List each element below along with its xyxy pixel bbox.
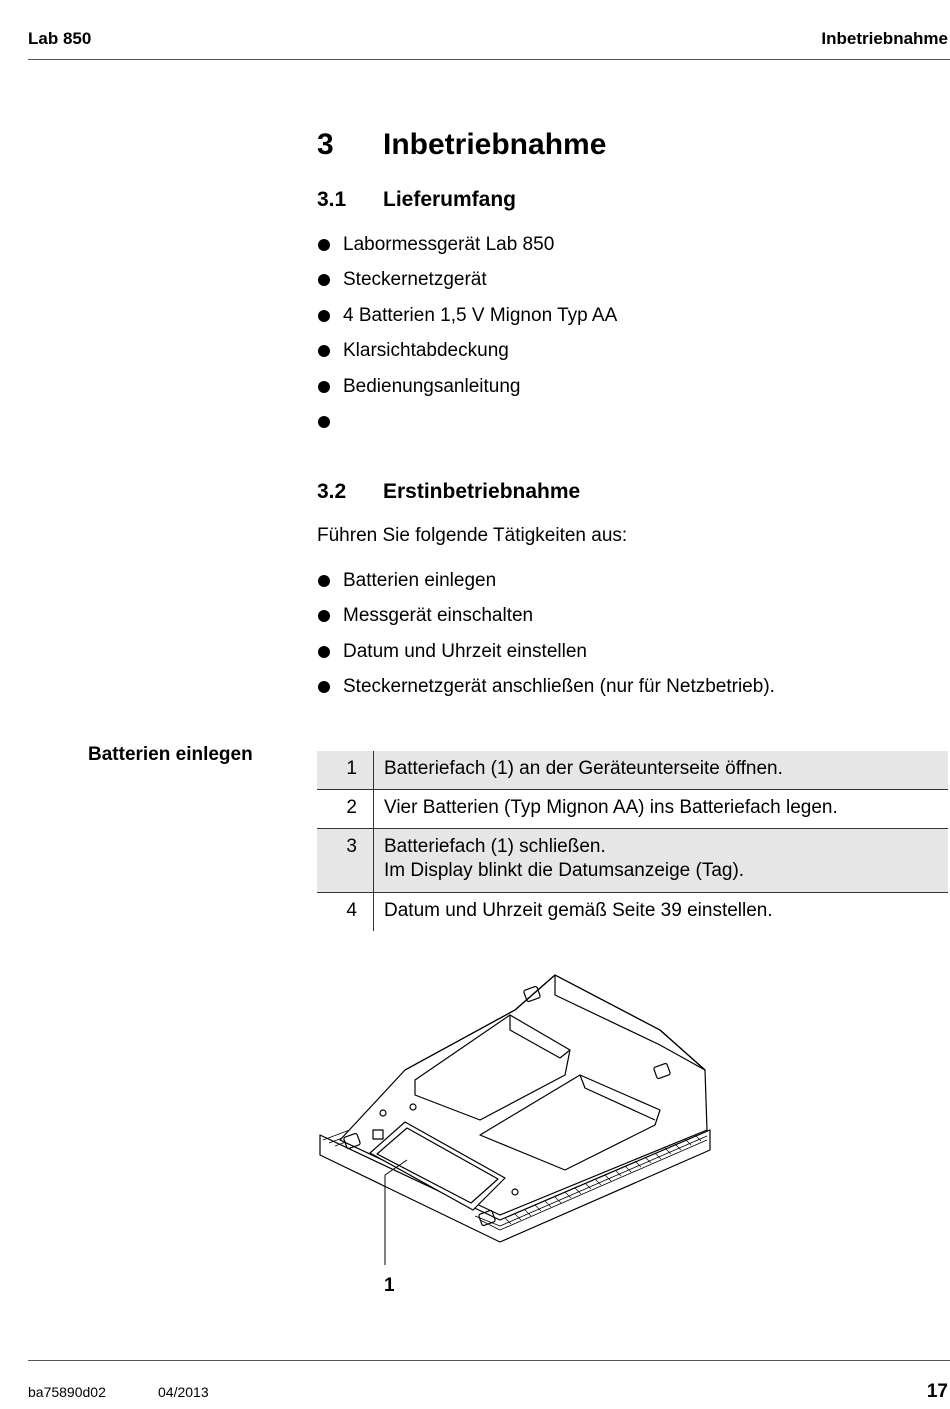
step-text-line: Batteriefach (1) schließen. bbox=[384, 836, 606, 857]
figure-callout-label: 1 bbox=[384, 1275, 395, 1296]
table-row bbox=[317, 829, 948, 893]
list-item bbox=[317, 268, 617, 303]
header-product-name: Lab 850 bbox=[28, 29, 92, 48]
list-item-text: Steckernetzgerät bbox=[343, 269, 487, 291]
header-section-name: Inbetriebnahme bbox=[821, 29, 948, 48]
step-number: 4 bbox=[317, 893, 374, 932]
list-item bbox=[317, 604, 775, 639]
list-item-text: Batterien einlegen bbox=[343, 570, 497, 591]
battery-steps-table bbox=[317, 751, 948, 931]
bullet-icon bbox=[318, 681, 330, 693]
bullet-icon bbox=[318, 646, 330, 658]
step-text bbox=[374, 751, 949, 790]
device-underside-illustration bbox=[315, 970, 715, 1275]
list-item-text: 4 Batterien 1,5 V Mignon Typ AA bbox=[343, 304, 618, 326]
list-item bbox=[317, 640, 775, 675]
table-row bbox=[317, 893, 948, 932]
step-text-line: Batteriefach (1) an der Geräteunterseite öffnen. bbox=[384, 758, 783, 779]
header-rule bbox=[28, 59, 950, 60]
section-intro: Führen Sie folgende Tätigkeiten aus: bbox=[317, 525, 628, 546]
list-item-text: Messgerät einschalten bbox=[343, 605, 534, 627]
step-number: 2 bbox=[317, 790, 374, 829]
section-number: 3.2 bbox=[317, 480, 347, 503]
footer-date: 04/2013 bbox=[158, 1384, 209, 1400]
section-heading-delivery bbox=[317, 188, 516, 212]
list-item-text: Bedienungsanleitung bbox=[343, 375, 521, 397]
section-number: 3.1 bbox=[317, 188, 347, 211]
footer-rule bbox=[28, 1360, 950, 1361]
table-row bbox=[317, 751, 948, 790]
chapter-heading bbox=[317, 128, 606, 162]
step-text-line: Im Display blinkt die Datumsanzeige (Tag). bbox=[384, 860, 745, 881]
chapter-number: 3 bbox=[317, 128, 334, 161]
list-item bbox=[317, 675, 775, 710]
step-number: 1 bbox=[317, 751, 374, 790]
bullet-icon bbox=[318, 610, 330, 622]
bullet-icon bbox=[318, 416, 330, 428]
section-title: Erstinbetriebnahme bbox=[383, 480, 581, 503]
list-item bbox=[317, 410, 617, 445]
bullet-icon bbox=[318, 274, 330, 286]
chapter-title: Inbetriebnahme bbox=[383, 128, 607, 161]
section-heading-first-startup bbox=[317, 480, 580, 504]
step-text-line: Vier Batterien (Typ Mignon AA) ins Batteriefach legen. bbox=[384, 797, 838, 818]
step-text-line: Datum und Uhrzeit gemäß Seite 39 einstellen. bbox=[384, 900, 773, 921]
step-text bbox=[374, 893, 949, 932]
footer-document-number: ba75890d02 bbox=[28, 1384, 106, 1400]
list-item-text: Labormessgerät Lab 850 bbox=[343, 234, 555, 255]
list-item bbox=[317, 233, 617, 268]
list-item-text: Steckernetzgerät anschließen (nur für Netzbetrieb). bbox=[343, 676, 775, 698]
step-number: 3 bbox=[317, 829, 374, 893]
page-number: 17 bbox=[926, 1381, 948, 1402]
side-label-insert-batteries: Batterien einlegen bbox=[88, 744, 253, 765]
bullet-icon bbox=[318, 239, 330, 251]
bullet-icon bbox=[318, 575, 330, 587]
list-item-text: Klarsichtabdeckung bbox=[343, 340, 509, 362]
delivery-list bbox=[317, 233, 617, 445]
section-title: Lieferumfang bbox=[383, 188, 517, 211]
list-item-text: Datum und Uhrzeit einstellen bbox=[343, 640, 587, 662]
step-text bbox=[374, 790, 949, 829]
list-item bbox=[317, 375, 617, 410]
list-item bbox=[317, 339, 617, 374]
table-row bbox=[317, 790, 948, 829]
list-item bbox=[317, 569, 775, 604]
bullet-icon bbox=[318, 310, 330, 322]
bullet-icon bbox=[318, 345, 330, 357]
bullet-icon bbox=[318, 381, 330, 393]
list-item bbox=[317, 304, 617, 339]
step-text bbox=[374, 829, 949, 893]
startup-task-list bbox=[317, 569, 775, 711]
